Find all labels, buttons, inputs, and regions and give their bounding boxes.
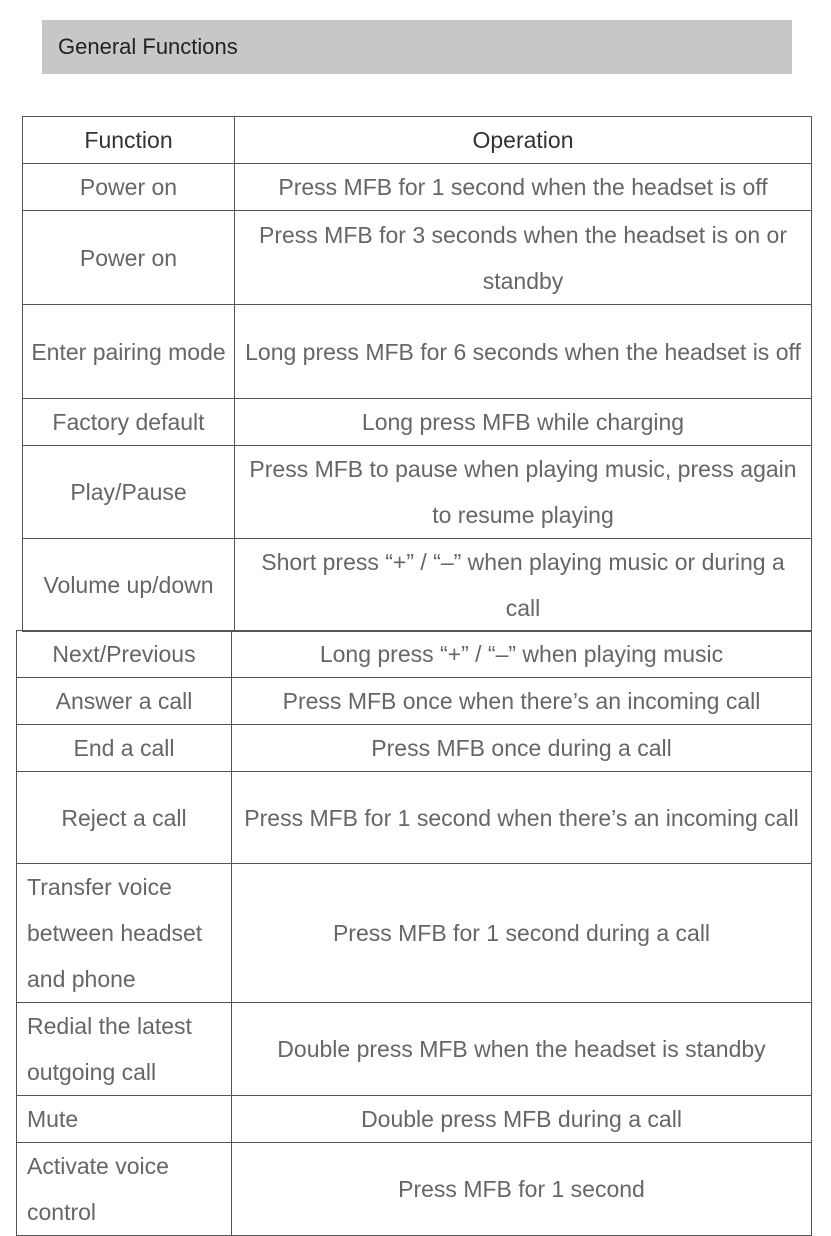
operation-cell: Double press MFB when the headset is standby — [232, 1003, 812, 1096]
table-row — [17, 631, 812, 678]
function-cell: End a call — [17, 725, 232, 772]
function-cell: Redial the latest outgoing call — [17, 1003, 232, 1096]
operation-cell: Press MFB for 1 second when there’s an incoming call — [232, 772, 812, 864]
functions-table — [22, 116, 812, 632]
operation-cell: Short press “+” / “–” when playing music or during a call — [235, 539, 812, 632]
operation-cell: Press MFB for 1 second during a call — [232, 864, 812, 1003]
section-header — [42, 20, 792, 74]
function-cell: Reject a call — [17, 772, 232, 864]
operation-cell: Press MFB once during a call — [232, 725, 812, 772]
operation-cell: Press MFB for 3 seconds when the headset is on or standby — [235, 211, 812, 305]
operation-cell: Long press MFB for 6 seconds when the headset is off — [235, 305, 812, 399]
table-row — [23, 446, 812, 539]
operation-cell: Double press MFB during a call — [232, 1096, 812, 1143]
operation-cell: Press MFB to pause when playing music, press again to resume playing — [235, 446, 812, 539]
table-row — [23, 305, 812, 399]
function-cell: Answer a call — [17, 678, 232, 725]
table-row — [17, 725, 812, 772]
function-cell: Volume up/down — [23, 539, 235, 632]
table-row — [17, 1143, 812, 1236]
table-row — [17, 772, 812, 864]
column-header-operation: Operation — [235, 117, 812, 164]
function-cell: Power on — [23, 164, 235, 211]
section-title: General Functions — [58, 34, 238, 59]
column-header-function: Function — [23, 117, 235, 164]
function-cell: Next/Previous — [17, 631, 232, 678]
table-row — [23, 539, 812, 632]
table-row — [23, 211, 812, 305]
function-cell: Transfer voice between headset and phone — [17, 864, 232, 1003]
function-cell: Mute — [17, 1096, 232, 1143]
operation-cell: Press MFB once when there’s an incoming call — [232, 678, 812, 725]
function-cell: Activate voice control — [17, 1143, 232, 1236]
function-cell: Power on — [23, 211, 235, 305]
table-row — [23, 399, 812, 446]
function-cell: Enter pairing mode — [23, 305, 235, 399]
operation-cell: Long press “+” / “–” when playing music — [232, 631, 812, 678]
table-row — [17, 1096, 812, 1143]
function-cell: Factory default — [23, 399, 235, 446]
table-row — [23, 164, 812, 211]
table-header-row — [23, 117, 812, 164]
operation-cell: Long press MFB while charging — [235, 399, 812, 446]
functions-table-continued — [16, 630, 812, 1236]
table-row — [17, 1003, 812, 1096]
table-row — [17, 864, 812, 1003]
function-cell: Play/Pause — [23, 446, 235, 539]
operation-cell: Press MFB for 1 second — [232, 1143, 812, 1236]
operation-cell: Press MFB for 1 second when the headset is off — [235, 164, 812, 211]
table-row — [17, 678, 812, 725]
